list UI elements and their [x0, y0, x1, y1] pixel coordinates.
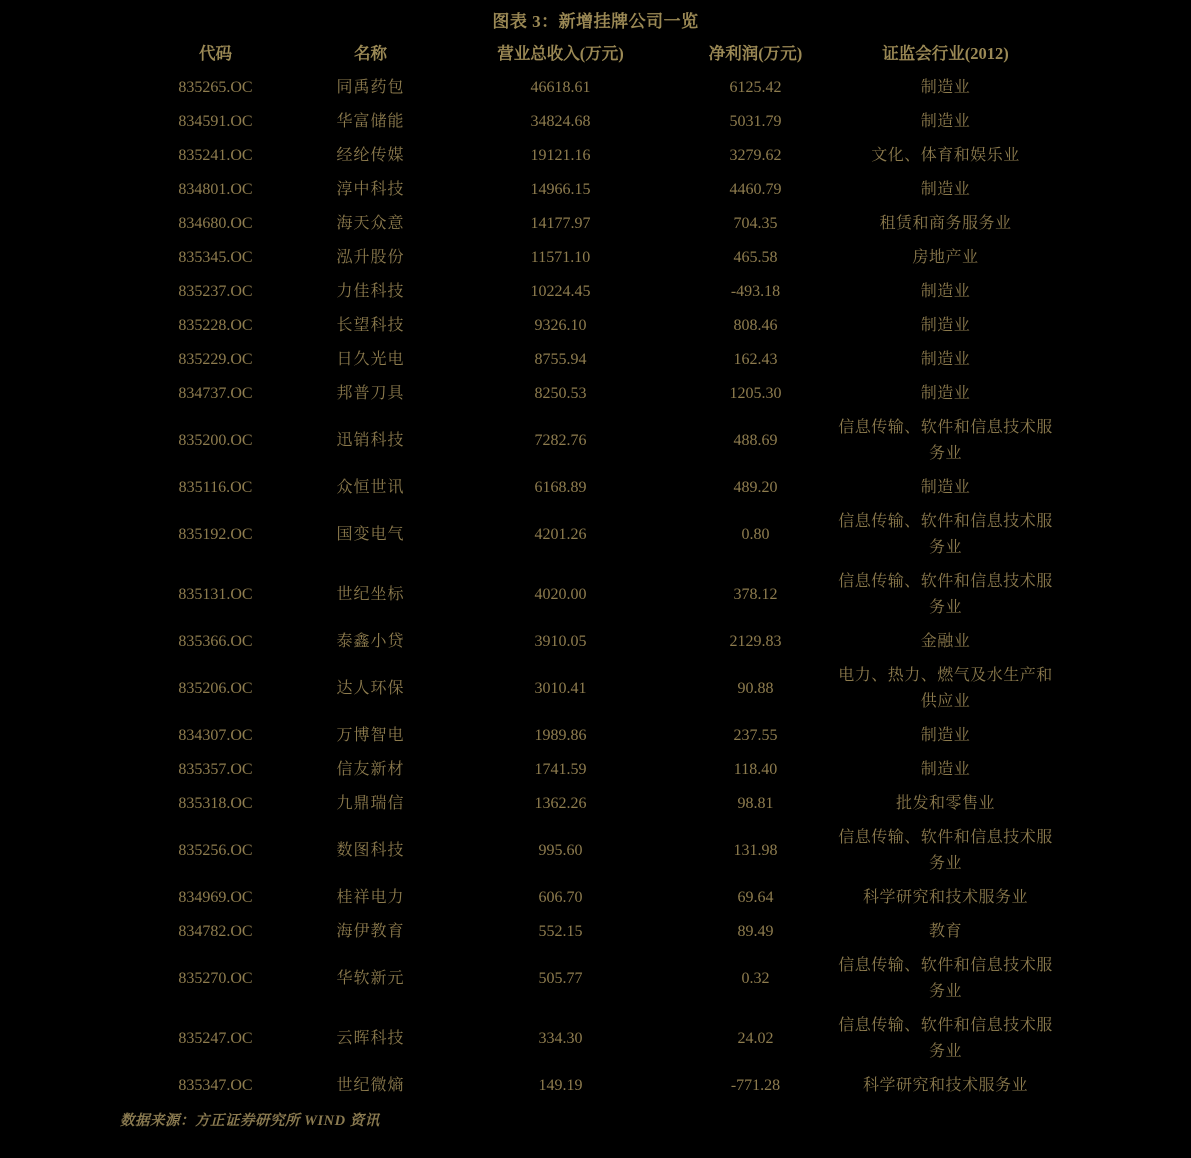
- column-header-code: 代码: [199, 44, 232, 63]
- cell-net-profit: 118.40: [733, 761, 778, 778]
- cell-revenue: 10224.45: [530, 283, 591, 300]
- cell-company-name: 数图科技: [336, 842, 405, 859]
- cell-company-name: 泰鑫小贷: [336, 633, 405, 650]
- cell-company-name: 华富储能: [336, 113, 405, 130]
- cell-revenue: 14177.97: [530, 215, 591, 232]
- cell-net-profit: 0.80: [741, 526, 770, 543]
- cell-company-name: 经纶传媒: [336, 147, 405, 164]
- cell-net-profit: 6125.42: [729, 79, 782, 96]
- cell-company-name: 海天众意: [336, 215, 405, 232]
- table-row: [136, 659, 1056, 719]
- cell-net-profit: 3279.62: [729, 147, 782, 164]
- table-row: [136, 949, 1056, 1009]
- cell-industry: 批发和零售业: [895, 795, 995, 812]
- cell-code: 835131.OC: [178, 586, 253, 603]
- table-row: [136, 105, 1056, 139]
- cell-net-profit: 237.55: [733, 727, 778, 744]
- cell-industry: 信息传输、软件和信息技术服务业: [838, 829, 1053, 872]
- cell-revenue: 149.19: [538, 1077, 583, 1094]
- cell-code: 835228.OC: [178, 317, 253, 334]
- cell-industry: 制造业: [920, 283, 971, 300]
- table-row: [136, 241, 1056, 275]
- table-row: [136, 411, 1056, 471]
- cell-company-name: 同禹药包: [336, 79, 405, 96]
- cell-company-name: 力佳科技: [336, 283, 405, 300]
- cell-industry: 信息传输、软件和信息技术服务业: [838, 513, 1053, 556]
- table-body: [136, 71, 1056, 1103]
- table-header-row: [136, 41, 1056, 71]
- cell-code: 834680.OC: [178, 215, 253, 232]
- cell-net-profit: 1205.30: [729, 385, 782, 402]
- table-row: [136, 753, 1056, 787]
- cell-revenue: 8250.53: [534, 385, 587, 402]
- table-row: [136, 625, 1056, 659]
- cell-code: 835241.OC: [178, 147, 253, 164]
- cell-code: 834737.OC: [178, 385, 253, 402]
- cell-company-name: 华软新元: [336, 970, 405, 987]
- table-row: [136, 71, 1056, 105]
- cell-industry: 房地产业: [912, 249, 979, 266]
- cell-industry: 信息传输、软件和信息技术服务业: [838, 419, 1053, 462]
- cell-code: 835265.OC: [178, 79, 253, 96]
- cell-revenue: 606.70: [538, 889, 583, 906]
- cell-company-name: 众恒世讯: [336, 479, 405, 496]
- cell-company-name: 达人环保: [336, 680, 405, 697]
- cell-net-profit: 704.35: [733, 215, 778, 232]
- cell-industry: 科学研究和技术服务业: [862, 1077, 1028, 1094]
- cell-company-name: 云晖科技: [336, 1030, 405, 1047]
- cell-net-profit: -771.28: [730, 1077, 781, 1094]
- table-row: [136, 821, 1056, 881]
- cell-company-name: 迅销科技: [336, 432, 405, 449]
- table-row: [136, 173, 1056, 207]
- cell-net-profit: 489.20: [733, 479, 778, 496]
- cell-net-profit: 378.12: [733, 586, 778, 603]
- cell-company-name: 长望科技: [336, 317, 405, 334]
- cell-net-profit: 162.43: [733, 351, 778, 368]
- new-listings-table: [136, 41, 1056, 1103]
- cell-industry: 制造业: [920, 385, 971, 402]
- table-row: [136, 881, 1056, 915]
- table-row: [136, 719, 1056, 753]
- cell-code: 835229.OC: [178, 351, 253, 368]
- cell-net-profit: -493.18: [730, 283, 781, 300]
- cell-company-name: 邦普刀具: [336, 385, 405, 402]
- cell-industry: 科学研究和技术服务业: [862, 889, 1028, 906]
- cell-company-name: 世纪坐标: [336, 586, 405, 603]
- cell-net-profit: 90.88: [737, 680, 774, 697]
- cell-code: 835116.OC: [178, 479, 253, 496]
- cell-industry: 信息传输、软件和信息技术服务业: [838, 573, 1053, 616]
- cell-code: 834307.OC: [178, 727, 253, 744]
- cell-code: 834591.OC: [178, 113, 253, 130]
- cell-industry: 制造业: [920, 351, 971, 368]
- cell-industry: 信息传输、软件和信息技术服务业: [838, 1017, 1053, 1060]
- cell-revenue: 7282.76: [534, 432, 587, 449]
- column-header-name: 名称: [354, 44, 387, 63]
- cell-code: 835345.OC: [178, 249, 253, 266]
- cell-revenue: 9326.10: [534, 317, 587, 334]
- cell-industry: 制造业: [920, 727, 971, 744]
- table-row: [136, 471, 1056, 505]
- column-header-industry: 证监会行业(2012): [882, 44, 1009, 63]
- cell-code: 835247.OC: [178, 1030, 253, 1047]
- cell-industry: 制造业: [920, 79, 971, 96]
- cell-net-profit: 808.46: [733, 317, 778, 334]
- cell-industry: 制造业: [920, 181, 971, 198]
- cell-code: 835237.OC: [178, 283, 253, 300]
- column-header-revenue: 营业总收入(万元): [497, 44, 624, 63]
- table-row: [136, 377, 1056, 411]
- cell-industry: 租赁和商务服务业: [879, 215, 1012, 232]
- cell-revenue: 46618.61: [530, 79, 591, 96]
- cell-revenue: 6168.89: [534, 479, 587, 496]
- cell-net-profit: 5031.79: [729, 113, 782, 130]
- table-row: [136, 1069, 1056, 1103]
- source-note: 数据来源：方正证券研究所 WIND 资讯: [120, 1113, 380, 1129]
- cell-industry: 制造业: [920, 113, 971, 130]
- cell-industry: 制造业: [920, 317, 971, 334]
- cell-code: 835192.OC: [178, 526, 253, 543]
- cell-company-name: 日久光电: [336, 351, 405, 368]
- cell-company-name: 泓升股份: [336, 249, 405, 266]
- cell-revenue: 505.77: [538, 970, 583, 987]
- table-row: [136, 787, 1056, 821]
- table-header: [136, 41, 1056, 71]
- cell-company-name: 国变电气: [336, 526, 405, 543]
- cell-code: 835256.OC: [178, 842, 253, 859]
- cell-revenue: 14966.15: [530, 181, 591, 198]
- cell-company-name: 万博智电: [336, 727, 405, 744]
- cell-net-profit: 4460.79: [729, 181, 782, 198]
- cell-revenue: 4201.26: [534, 526, 587, 543]
- cell-revenue: 1989.86: [534, 727, 587, 744]
- cell-code: 834801.OC: [178, 181, 253, 198]
- cell-code: 834782.OC: [178, 923, 253, 940]
- cell-industry: 制造业: [920, 479, 971, 496]
- cell-revenue: 8755.94: [534, 351, 587, 368]
- cell-net-profit: 89.49: [737, 923, 774, 940]
- table-row: [136, 915, 1056, 949]
- cell-revenue: 19121.16: [530, 147, 591, 164]
- cell-code: 835270.OC: [178, 970, 253, 987]
- cell-code: 835357.OC: [178, 761, 253, 778]
- table-row: [136, 505, 1056, 565]
- cell-company-name: 世纪微熵: [336, 1077, 405, 1094]
- cell-industry: 制造业: [920, 761, 971, 778]
- page-title: 图表 3：新增挂牌公司一览: [492, 12, 699, 31]
- table-row: [136, 309, 1056, 343]
- cell-company-name: 桂祥电力: [336, 889, 405, 906]
- cell-net-profit: 24.02: [737, 1030, 774, 1047]
- cell-net-profit: 465.58: [733, 249, 778, 266]
- table-row: [136, 343, 1056, 377]
- cell-code: 834969.OC: [178, 889, 253, 906]
- cell-industry: 文化、体育和娱乐业: [871, 147, 1020, 164]
- cell-net-profit: 69.64: [737, 889, 774, 906]
- cell-industry: 电力、热力、燃气及水生产和供应业: [838, 667, 1053, 710]
- table-row: [136, 1009, 1056, 1069]
- cell-net-profit: 131.98: [733, 842, 778, 859]
- cell-company-name: 淳中科技: [336, 181, 405, 198]
- cell-industry: 金融业: [920, 633, 971, 650]
- cell-revenue: 3010.41: [534, 680, 587, 697]
- cell-company-name: 海伊教育: [336, 923, 405, 940]
- cell-revenue: 11571.10: [530, 249, 591, 266]
- cell-code: 835366.OC: [178, 633, 253, 650]
- cell-revenue: 34824.68: [530, 113, 591, 130]
- cell-code: 835206.OC: [178, 680, 253, 697]
- cell-net-profit: 0.32: [741, 970, 770, 987]
- cell-code: 835318.OC: [178, 795, 253, 812]
- cell-net-profit: 98.81: [737, 795, 774, 812]
- cell-code: 835347.OC: [178, 1077, 253, 1094]
- cell-industry: 信息传输、软件和信息技术服务业: [838, 957, 1053, 1000]
- cell-revenue: 552.15: [538, 923, 583, 940]
- cell-net-profit: 488.69: [733, 432, 778, 449]
- cell-revenue: 1362.26: [534, 795, 587, 812]
- cell-revenue: 1741.59: [534, 761, 587, 778]
- cell-revenue: 334.30: [538, 1030, 583, 1047]
- cell-revenue: 4020.00: [534, 586, 587, 603]
- table-row: [136, 207, 1056, 241]
- cell-company-name: 九鼎瑞信: [336, 795, 405, 812]
- table-row: [136, 565, 1056, 625]
- table-row: [136, 275, 1056, 309]
- cell-company-name: 信友新材: [336, 761, 405, 778]
- cell-revenue: 995.60: [538, 842, 583, 859]
- cell-code: 835200.OC: [178, 432, 253, 449]
- column-header-profit: 净利润(万元): [708, 44, 803, 63]
- table-row: [136, 139, 1056, 173]
- cell-net-profit: 2129.83: [729, 633, 782, 650]
- cell-industry: 教育: [928, 923, 962, 940]
- cell-revenue: 3910.05: [534, 633, 587, 650]
